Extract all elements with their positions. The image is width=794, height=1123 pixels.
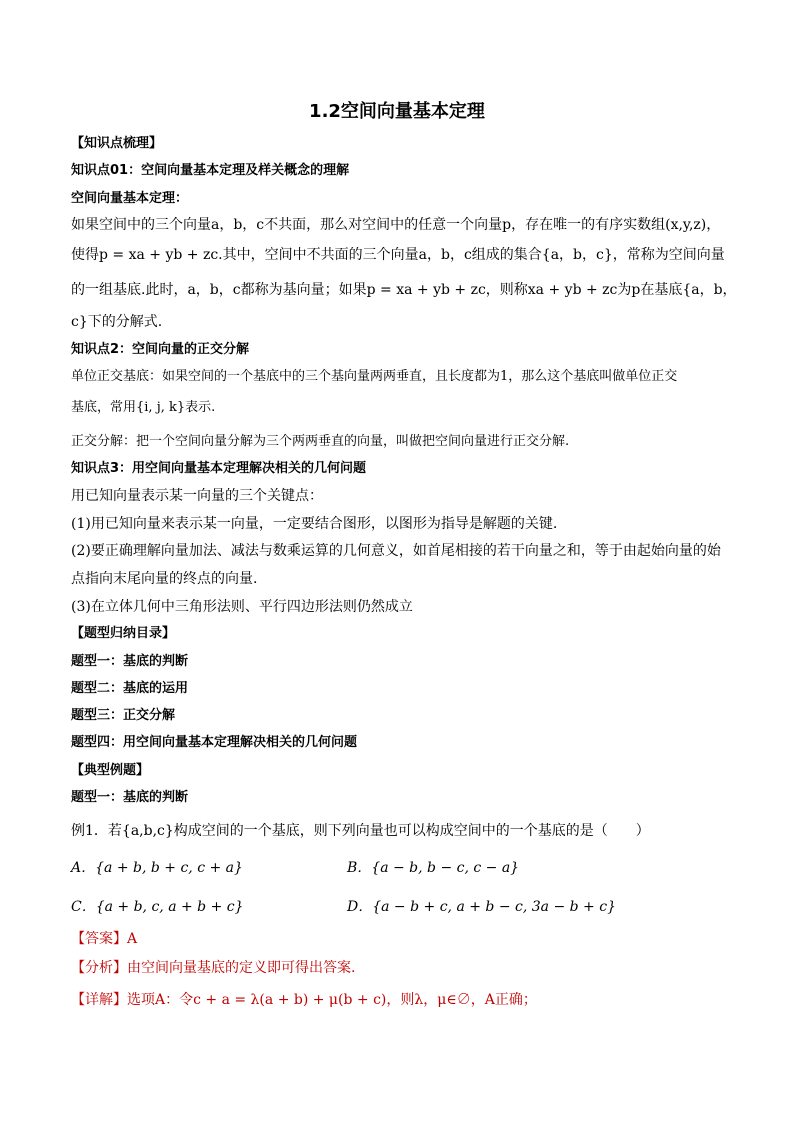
- section-header-examples: 【典型例题】: [71, 763, 150, 778]
- kp2-line-3: 正交分解：把一个空间向量分解为三个两两垂直的向量，叫做把空间向量进行正交分解.: [71, 434, 570, 449]
- answer-label: 【答案】: [71, 931, 127, 947]
- kp2-title: 知识点2：空间向量的正交分解: [71, 342, 250, 357]
- option-c: C．{a + b, c, a + b + c}: [71, 899, 244, 915]
- kp2-line-1: 单位正交基底：如果空间的一个基底中的三个基向量两两垂直，且长度都为1，那么这个基底叫做单位正交: [71, 369, 678, 384]
- page-title: 1.2空间向量基本定理: [309, 101, 485, 122]
- option-a: A．{a + b, b + c, c + a}: [71, 860, 243, 876]
- kp2-line-2: 基底，常用{i, j, k}表示.: [71, 400, 216, 415]
- detail-label: 【详解】: [71, 992, 127, 1008]
- kp3-title: 知识点3：用空间向量基本定理解决相关的几何问题: [71, 461, 367, 476]
- type-item: 题型一：基底的判断: [71, 654, 189, 669]
- example-type-title: 题型一：基底的判断: [71, 790, 189, 805]
- option-b: B．{a − b, b − c, c − a}: [347, 860, 520, 876]
- kp3-line-4: 点指向末尾向量的终点的向量.: [71, 571, 258, 587]
- kp3-line-2: (1)用已知向量来表示某一向量，一定要结合图形，以图形为指导是解题的关键.: [71, 516, 558, 532]
- answer-line: [71, 929, 137, 949]
- analysis-line: [71, 958, 355, 978]
- type-item: 题型四：用空间向量基本定理解决相关的几何问题: [71, 735, 358, 750]
- answer-value: A: [127, 931, 138, 947]
- kp3-line-3: (2)要正确理解向量加法、减法与数乘运算的几何意义，如首尾相接的若干向量之和，等于由起始向量的始: [71, 543, 721, 559]
- kp1-line-4: c}下的分解式.: [71, 314, 163, 330]
- analysis-label: 【分析】: [71, 960, 127, 976]
- section-header-knowledge: 【知识点梳理】: [71, 136, 163, 151]
- analysis-text: 由空间向量基底的定义即可得出答案.: [127, 960, 356, 976]
- detail-mark: A正确；: [484, 992, 537, 1008]
- kp1-title: 知识点01：空间向量基本定理及样关概念的理解: [71, 163, 350, 178]
- section-header-types: 【题型归纳目录】: [71, 626, 176, 641]
- kp3-line-1: 用已知向量表示某一向量的三个关键点：: [71, 488, 323, 504]
- detail-text: 选项A：令c + a = λ(a + b) + μ(b + c)，则λ，μ∈∅，: [127, 992, 485, 1008]
- type-item: 题型二：基底的运用: [71, 681, 189, 696]
- option-d: D．{a − b + c, a + b − c, 3a − b + c}: [347, 899, 616, 915]
- example-1-stem: 例1．若{a,b,c}构成空间的一个基底，则下列向量也可以构成空间中的一个基底的是（ ）: [71, 823, 650, 839]
- detail-line: [71, 990, 537, 1010]
- kp3-line-5: (3)在立体几何中三角形法则、平行四边形法则仍然成立: [71, 599, 413, 615]
- kp1-line-1: 如果空间中的三个向量a，b，c不共面，那么对空间中的任意一个向量p，存在唯一的有序实数组(x,y,z)，: [71, 217, 721, 233]
- type-item: 题型三：正交分解: [71, 708, 176, 723]
- kp1-subtitle: 空间向量基本定理：: [71, 191, 189, 206]
- kp1-line-3: 的一组基底.此时，a，b，c都称为基向量；如果p = xa + yb + zc，则称xa + yb + zc为p在基底{a，b，: [71, 282, 737, 298]
- kp1-line-2: 使得p = xa + yb + zc.其中，空间中不共面的三个向量a，b，c组成的集合{a，b，c}，常称为空间向量: [71, 247, 725, 263]
